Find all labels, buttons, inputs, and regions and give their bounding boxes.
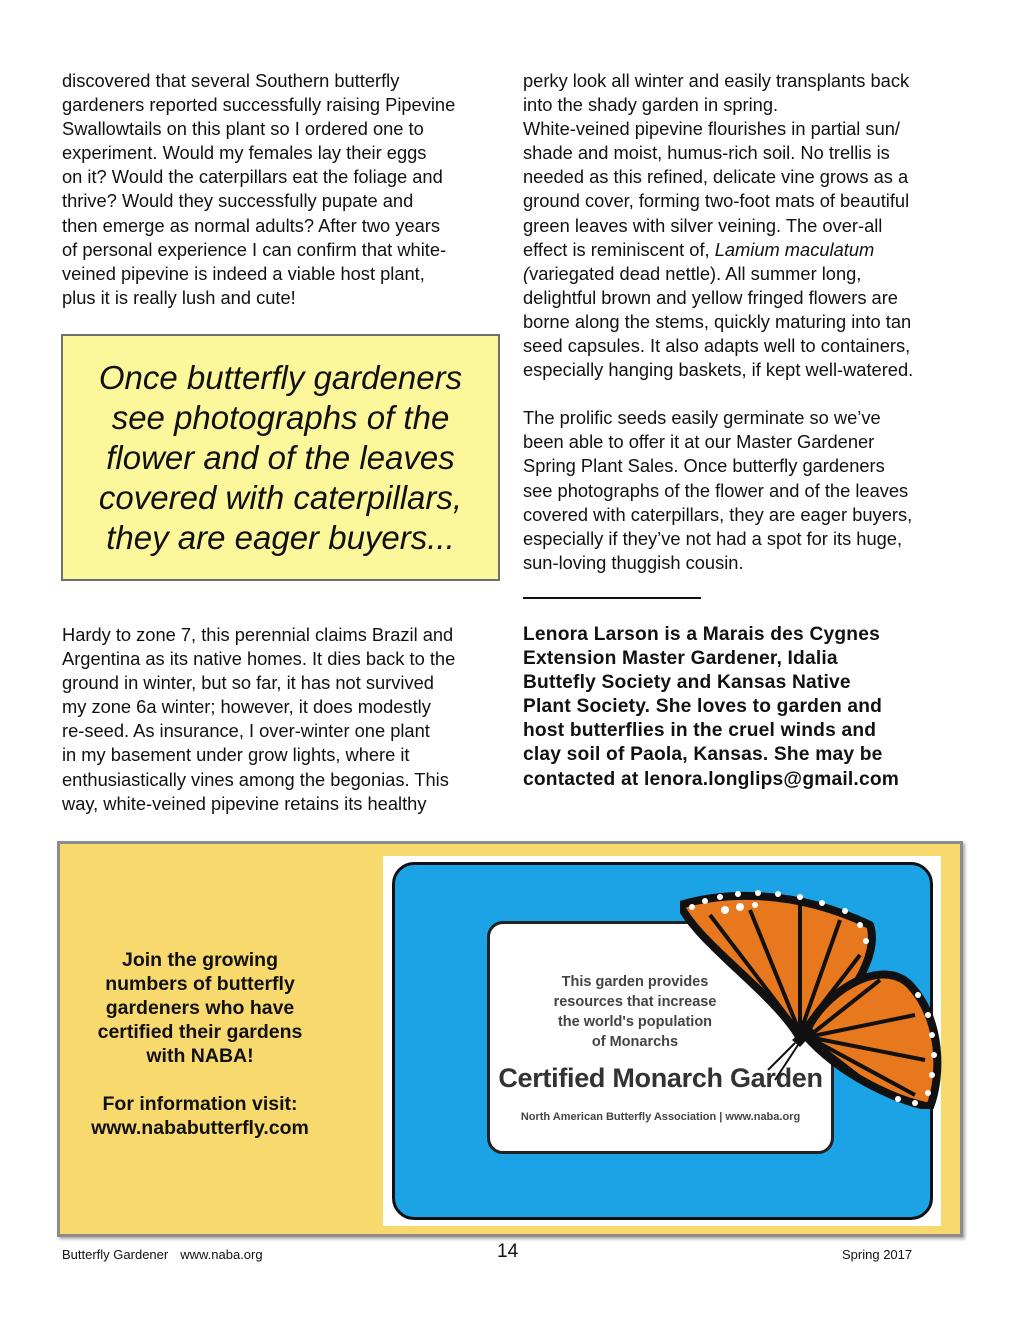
paragraph: The prolific seeds easily germinate so we’ve been able to offer it at our Master Gardener Spring Plant Sales. Once butterfly gardeners see photographs of the flower and of the leaves covered with caterpillars, they are eager buyers, especially if they’ve not had a spot for its huge, sun-loving thuggish cousin.: [523, 407, 913, 573]
author-bio: Lenora Larson is a Marais des Cygnes Extension Master Gardener, Idalia Buttefly Society and Kansas Native Plant Society. She loves to garden and host butterflies in the cruel winds and clay soil of Paola, Kansas. She may be contacted at lenora.longlips@gmail.com: [523, 623, 973, 792]
publication-name: Butterfly Gardener: [62, 1247, 169, 1262]
footer-website[interactable]: www.naba.org: [180, 1247, 263, 1262]
issue-date: Spring 2017: [842, 1247, 913, 1262]
pull-quote-line: covered with caterpillars,: [98, 478, 463, 516]
section-divider: [523, 597, 701, 599]
author-contact: contacted at lenora.longlips@gmail.com: [523, 768, 900, 790]
ad-text: Join the growing numbers of butterfly gardeners who have certified their gardens with NABA! For information visit: www.nababutterfly.com: [60, 948, 340, 1140]
paragraph: perky look all winter and easily transplants back into the shady garden in spring.: [523, 70, 910, 116]
monarch-butterfly-icon: [680, 885, 945, 1109]
page-number: 14: [497, 1241, 519, 1262]
pull-quote-box: [61, 334, 500, 581]
sign-blue-panel: [392, 862, 933, 1220]
footer-publication: [62, 1247, 263, 1262]
paragraph: discovered that several Southern butterfly gardeners reported successfully raising Pipevine Swallowtails on this plant so I ordered one to experiment. Would my females lay their eggs on it? Would the caterpillars eat the foliage and thrive? Would they successfully pupate and then emerge as normal adults? After two years of personal experience I can confirm that white- veined pipevine is indeed a viable host plant, plus it is really lush and cute!: [62, 70, 456, 308]
pull-quote-line: see photographs of the: [111, 398, 450, 436]
left-column-top-text: [62, 69, 508, 310]
pull-quote-line: Once butterfly gardeners: [98, 358, 463, 396]
naba-link[interactable]: www.nababutterfly.com: [91, 1117, 309, 1139]
pull-quote-line: they are eager buyers...: [106, 518, 455, 556]
paragraph: Hardy to zone 7, this perennial claims Brazil and Argentina as its native homes. It dies back to the ground in winter, but so far, it has not survived my zone 6a winter; however, it does modestly re-seed. As insurance, I over-winter one plant in my basement under grow lights, where it enthusiastically vines among the begonias. This way, white-veined pipevine retains its healthy: [62, 624, 456, 814]
monarch-garden-sign: [383, 856, 941, 1226]
sign-title: Certified Monarch Garden: [498, 1063, 823, 1093]
naba-certification-ad: [57, 841, 963, 1237]
pull-quote-line: flower and of the leaves: [106, 438, 455, 476]
latin-name: Lamium maculatum: [714, 238, 875, 260]
paragraph: White-veined pipevine flourishes in partial sun/ shade and moist, humus-rich soil. No trellis is needed as this refined, delicate vine grows as a ground cover, forming two-foot mats of beautiful green leaves with silver veining. The over-all effect is reminiscent of, Lamium maculatum (variegated dead nettle). All summer long, delightful brown and yellow fringed flowers are borne along the stems, quickly maturing into tan seed capsules. It also adapts well to containers, especially hanging baskets, if kept well-watered.: [523, 118, 914, 381]
sign-caption: This garden provides resources that increase the world's population of Monarchs: [553, 974, 717, 1050]
sign-subtitle: North American Butterfly Association | www.naba.org: [520, 1111, 801, 1123]
left-column-bottom-text: [62, 623, 508, 816]
right-column-text: [523, 69, 963, 575]
